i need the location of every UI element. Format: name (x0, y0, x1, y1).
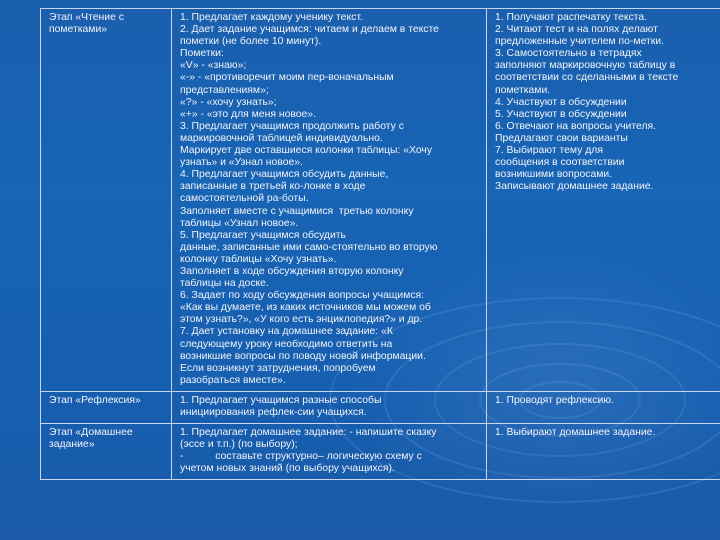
stage-label: Этап «Рефлексия» (49, 394, 141, 406)
student-line: 3. Самостоятельно в тетрадях (495, 48, 642, 60)
student-line: Записывают домашнее задание. (495, 181, 654, 193)
student-line: 1. Проводят рефлексию. (495, 394, 614, 406)
teacher-line: (эссе и т.п.) (по выбору); (180, 439, 298, 451)
student-line: пометками. (495, 84, 551, 96)
teacher-line: разобраться вместе». (180, 374, 286, 386)
stage-label: Этап «Домашнее задание» (49, 427, 133, 451)
teacher-line: Маркирует две оставшиеся колонки таблицы: «Хочу (180, 145, 433, 157)
student-line: 4. Участвуют в обсуждении (495, 96, 627, 108)
student-line: Предлагают свои варианты (495, 132, 628, 144)
teacher-line: 4. Предлагает учащимся обсудить данные, (180, 169, 389, 181)
teacher-line: возникшие вопросы по поводу новой информации. (180, 350, 426, 362)
teacher-line: 1. Предлагает домашнее задание: - напишите сказку (180, 427, 437, 439)
teacher-line: «V» - «знаю»; (180, 60, 247, 72)
teacher-line: Пометки: (180, 48, 224, 60)
teacher-line: самостоятельной ра-боты. (180, 193, 309, 205)
teacher-line: учетом новых знаний (по выбору учащихся). (180, 463, 395, 475)
teacher-line: 1. Предлагает учащимся разные способы (180, 394, 382, 406)
teacher-activity-cell (172, 391, 487, 423)
teacher-line: маркировочной таблицей индивидуально. (180, 132, 383, 144)
student-activity-cell (487, 9, 720, 392)
teacher-activity-cell (172, 9, 487, 392)
student-line: 6. Отвечают на вопросы учителя. (495, 120, 657, 132)
teacher-line: 2. Дает задание учащимся: читаем и делаем в тексте (180, 24, 439, 36)
teacher-line: 3. Предлагает учащимся продолжить работу с (180, 120, 404, 132)
student-line: 1. Выбирают домашнее задание. (495, 427, 656, 439)
student-line: 5. Участвуют в обсуждении (495, 108, 627, 120)
teacher-line: 6. Задает по ходу обсуждения вопросы учащимся: (180, 290, 425, 302)
stage-cell (41, 9, 172, 392)
stage-cell (41, 424, 172, 480)
teacher-line: - составьте структурно– логическую схему с (180, 451, 422, 463)
teacher-line: данные, записанные ими само-стоятельно во вторую (180, 241, 438, 253)
student-line: возникшими вопросами. (495, 169, 613, 181)
student-line: 7. Выбирают тему для (495, 145, 603, 157)
student-line: 1. Получают распечатку текста. (495, 12, 648, 23)
teacher-line: Если возникнут затруднения, попробуем (180, 362, 376, 374)
teacher-line: узнать» и «Узнал новое». (180, 157, 303, 169)
teacher-line: 5. Предлагает учащимся обсудить (180, 229, 346, 241)
student-activity-cell (487, 424, 720, 480)
student-line: предложенные учителем по-метки. (495, 36, 664, 48)
student-line: соответствии со сделанными в тексте (495, 72, 679, 84)
stage-cell (41, 391, 172, 423)
teacher-line: записанные в третьей ко-лонке в ходе (180, 181, 366, 193)
table-row (41, 391, 720, 423)
lesson-stages-table (40, 8, 720, 480)
student-line: заполняют маркировочную таблицу в (495, 60, 676, 72)
teacher-line: «-» - «противоречит моим пер-воначальным (180, 72, 394, 84)
teacher-line: таблицы на доске. (180, 278, 269, 290)
teacher-activity-cell (172, 424, 487, 480)
teacher-line: пометки (не более 10 минут). (180, 36, 322, 48)
student-activity-cell (487, 391, 720, 423)
teacher-line: «?» - «хочу узнать»; (180, 96, 277, 108)
teacher-line: следующему уроку необходимо ответить на (180, 338, 393, 350)
student-line: сообщения в соответствии (495, 157, 625, 169)
teacher-line: таблицы «Узнал новое». (180, 217, 299, 229)
teacher-line: этом узнать?», «У кого есть энциклопедия?» и др. (180, 314, 423, 326)
teacher-line: инициирования рефлек-сии учащихся. (180, 407, 367, 418)
teacher-line: 1. Предлагает каждому ученику текст. (180, 12, 363, 23)
teacher-line: «Как вы думаете, из каких источников мы можем об (180, 302, 431, 314)
teacher-line: представлениям»; (180, 84, 269, 96)
teacher-line: колонку таблицы «Хочу узнать». (180, 253, 337, 265)
stage-label: Этап «Чтение с пометками» (49, 12, 124, 36)
table-row (41, 424, 720, 480)
table-row (41, 9, 720, 392)
teacher-line: «+» - «это для меня новое». (180, 108, 316, 120)
teacher-line: Заполняет вместе с учащимися третью колонку (180, 205, 414, 217)
student-line: 2. Читают тест и на полях делают (495, 24, 658, 36)
teacher-line: 7. Дает установку на домашнее задание: «К (180, 326, 393, 338)
teacher-line: Заполняет в ходе обсуждения вторую колонку (180, 265, 404, 277)
